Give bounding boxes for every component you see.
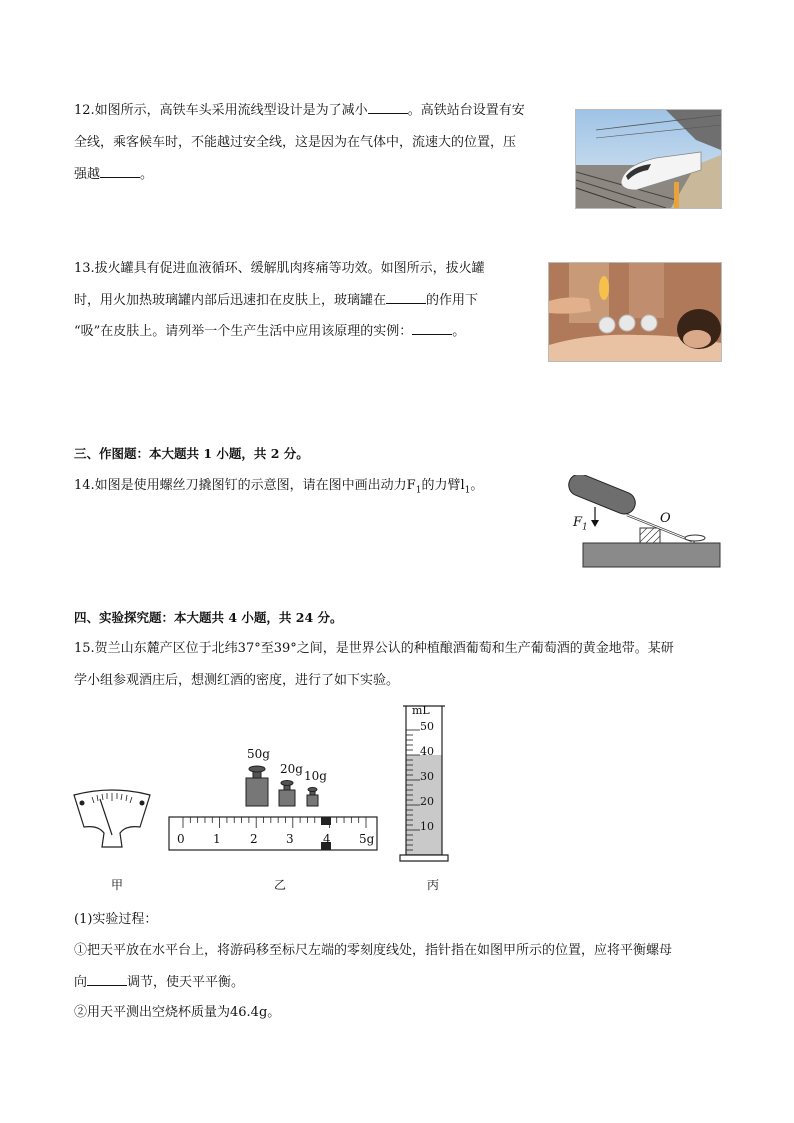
- weights-and-rider: [165, 745, 383, 855]
- force-label: $F_1$: [573, 515, 588, 533]
- cylinder-label-30: 30: [420, 770, 434, 783]
- cylinder-label-40: 40: [420, 745, 434, 758]
- q12-blank-2: [100, 165, 140, 178]
- q15-step1-text-a: 向: [74, 975, 88, 990]
- caption-jia: 甲: [111, 878, 124, 892]
- q12-text-3a: 强越: [74, 167, 101, 182]
- section-4-title: 四、实验探究题：本大题共 4 小题，共 24 分。: [74, 610, 343, 625]
- q15-step2: ②用天平测出空烧杯质量为46.4g。: [74, 1005, 281, 1020]
- q14-text: [74, 477, 483, 500]
- q12-blank-1: [368, 101, 408, 114]
- scale-label-4: 4: [323, 832, 331, 846]
- q12-line-2: 全线，乘客候车时，不能越过安全线，这是因为在气体中，流速大的位置，压: [74, 135, 517, 150]
- q14-text-b: 的力臂l: [421, 478, 465, 493]
- q12-line-1: [74, 101, 525, 120]
- q14-text-c: 。: [470, 478, 484, 493]
- rider-top: [321, 817, 331, 825]
- cylinder-label-10: 10: [420, 820, 434, 833]
- q13-text-3a: “吸”在皮肤上。请列举一个生产生活中应用该原理的实例：: [74, 324, 413, 339]
- scale-label-3: 3: [286, 832, 294, 846]
- balance-dial: [70, 785, 154, 850]
- support-block: [640, 528, 660, 543]
- balance-dial-figure: [70, 785, 154, 850]
- q15-step1-text-b: 调节，使天平平衡。: [127, 975, 245, 990]
- q12-text-1b: 。高铁站台设置有安: [407, 103, 525, 118]
- screwdriver-figure: [565, 475, 725, 570]
- q13-text-2a: 时，用火加热玻璃罐内部后迅速扣在皮肤上，玻璃罐在: [74, 293, 387, 308]
- cupping-photo: [548, 262, 722, 362]
- q14-sub-1: 1: [415, 485, 422, 496]
- q12-line-3: [74, 165, 153, 184]
- q13-line-1: 13.拔火罐具有促进血液循环、缓解肌肉疼痛等功效。如图所示，拔火罐: [74, 261, 485, 276]
- q15-line-2: 学小组参观酒庄后，想测红酒的密度，进行了如下实验。: [74, 673, 400, 688]
- q14-text-a: 14.如图是使用螺丝刀撬图钉的示意图，请在图中画出动力F: [74, 478, 416, 493]
- scale-label-0: 0: [177, 832, 185, 846]
- weight-10g-label: 10g: [304, 769, 327, 783]
- cylinder-label-50: 50: [420, 720, 434, 733]
- q13-text-3b: 。: [452, 324, 466, 339]
- cylinder-label-20: 20: [420, 795, 434, 808]
- scale-label-2: 2: [250, 832, 258, 846]
- q13-blank-1: [386, 291, 426, 304]
- weights-scale-figure: [165, 745, 383, 855]
- weight-20g-label: 20g: [280, 762, 303, 776]
- caption-bing: 丙: [427, 878, 440, 892]
- q15-blank-1: [87, 973, 127, 986]
- q14-sub-2: 1: [464, 485, 471, 496]
- cupping-illustration: [549, 263, 721, 361]
- scale-label-5g: 5g: [359, 832, 375, 846]
- q13-blank-2: [412, 322, 452, 335]
- train-photo: [575, 109, 722, 209]
- graduated-cylinder-figure: [398, 703, 453, 865]
- q15-step1-line2: [74, 973, 244, 992]
- q15-part1: (1)实验过程：: [74, 912, 158, 927]
- caption-yi: 乙: [274, 878, 287, 892]
- q13-line-3: [74, 322, 465, 341]
- q12-text-1a: 12.如图所示，高铁车头采用流线型设计是为了减小: [74, 103, 368, 118]
- q13-line-2: [74, 291, 478, 310]
- pivot-label: O: [660, 511, 671, 526]
- weight-50g-label: 50g: [247, 747, 270, 761]
- screwdriver-handle: [565, 475, 638, 517]
- pushpin-head: [685, 535, 705, 541]
- board: [583, 543, 720, 567]
- screwdriver-diagram: [565, 475, 725, 570]
- train-illustration: [576, 110, 721, 208]
- q15-line-1: 15.贺兰山东麓产区位于北纬37°至39°之间，是世界公认的种植酿酒葡萄和生产葡萄酒的黄金地带。某研: [74, 641, 674, 656]
- section-3-title: 三、作图题：本大题共 1 小题，共 2 分。: [74, 446, 309, 461]
- scale-label-1: 1: [213, 832, 221, 846]
- q15-step1-line1: ①把天平放在水平台上，将游码移至标尺左端的零刻度线处，指针指在如图甲所示的位置，应将平衡螺母: [74, 943, 673, 958]
- q12-text-3b: 。: [140, 167, 154, 182]
- cylinder-unit: mL: [412, 704, 430, 717]
- q13-text-2b: 的作用下: [426, 293, 479, 308]
